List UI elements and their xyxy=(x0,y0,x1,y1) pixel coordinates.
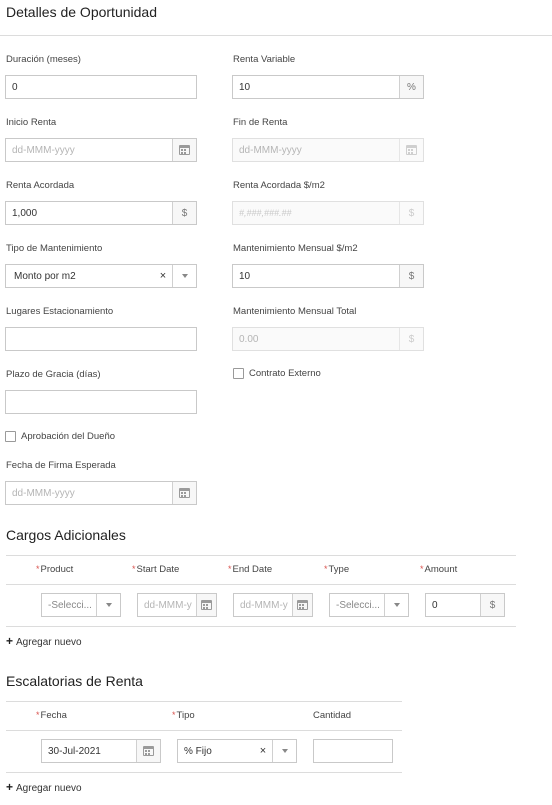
section-title-rent-escalations: Escalatorias de Renta xyxy=(6,673,143,689)
variable-rent-value: 10 xyxy=(239,81,251,93)
rent-start-placeholder: dd-MMM-yyyy xyxy=(12,144,75,156)
divider xyxy=(0,35,552,36)
rent-start-label: Inicio Renta xyxy=(6,117,57,128)
table-top-border xyxy=(6,701,402,702)
amount-value: 0 xyxy=(432,599,438,611)
calendar-icon xyxy=(143,746,154,756)
monthly-maintenance-total-input xyxy=(232,327,424,351)
rent-end-label: Fin de Renta xyxy=(233,117,288,128)
start-date-placeholder: dd-MMM-y xyxy=(144,599,192,611)
clear-icon[interactable]: × xyxy=(159,270,167,282)
column-header-escalation-type: *Tipo xyxy=(172,710,195,721)
rent-end-placeholder: dd-MMM-yyyy xyxy=(239,144,302,156)
monthly-maintenance-m2-value: 10 xyxy=(239,270,251,282)
agreed-rent-label: Renta Acordada xyxy=(6,180,75,191)
expected-sign-date-input[interactable] xyxy=(5,481,197,505)
calendar-button[interactable] xyxy=(292,594,312,616)
rent-end-date-input xyxy=(232,138,424,162)
calendar-button[interactable] xyxy=(172,482,196,504)
calendar-icon xyxy=(201,600,212,610)
dropdown-toggle[interactable] xyxy=(96,594,120,616)
type-placeholder: -Selecci... xyxy=(336,599,380,611)
add-escalation-label: Agregar nuevo xyxy=(16,783,82,794)
expected-sign-date-label: Fecha de Firma Esperada xyxy=(6,460,116,471)
agreed-rent-m2-label: Renta Acordada $/m2 xyxy=(233,180,325,191)
add-charge-link[interactable] xyxy=(6,634,82,648)
column-header-end-date: *End Date xyxy=(228,564,273,575)
plus-icon: + xyxy=(6,780,14,794)
maintenance-type-label: Tipo de Mantenimiento xyxy=(6,243,103,254)
duration-value: 0 xyxy=(12,81,18,93)
chevron-down-icon xyxy=(182,274,188,278)
section-title-additional-charges: Cargos Adicionales xyxy=(6,527,126,543)
calendar-icon xyxy=(297,600,308,610)
dropdown-toggle[interactable] xyxy=(272,740,296,762)
maintenance-type-value: Monto por m2 xyxy=(14,270,76,282)
column-header-start-date: *Start Date xyxy=(132,564,180,575)
percent-addon: % xyxy=(399,76,423,98)
monthly-maintenance-m2-label: Mantenimiento Mensual $/m2 xyxy=(233,243,358,254)
column-header-date: *Fecha xyxy=(36,710,67,721)
escalation-amount-input[interactable] xyxy=(313,739,393,763)
monthly-maintenance-total-placeholder: 0.00 xyxy=(239,333,259,345)
owner-approval-checkbox[interactable] xyxy=(5,431,16,442)
add-charge-label: Agregar nuevo xyxy=(16,637,82,648)
add-escalation-link[interactable] xyxy=(6,780,82,794)
table-top-border xyxy=(6,555,516,556)
column-header-amount: *Amount xyxy=(420,564,458,575)
product-placeholder: -Selecci... xyxy=(48,599,92,611)
variable-rent-label: Renta Variable xyxy=(233,54,296,65)
chevron-down-icon xyxy=(394,603,400,607)
maintenance-type-select[interactable] xyxy=(5,264,197,288)
calendar-addon xyxy=(399,139,423,161)
grace-period-label: Plazo de Gracia (días) xyxy=(6,369,101,380)
column-header-product: *Product xyxy=(36,564,74,575)
external-contract-checkbox[interactable] xyxy=(233,368,244,379)
table-bottom-border xyxy=(6,772,402,773)
section-title-details: Detalles de Oportunidad xyxy=(6,4,157,20)
dollar-addon: $ xyxy=(399,328,423,350)
calendar-button[interactable] xyxy=(196,594,216,616)
table-header-divider xyxy=(6,730,402,731)
escalation-date-input[interactable] xyxy=(41,739,161,763)
plus-icon: + xyxy=(6,634,14,648)
start-date-input[interactable] xyxy=(137,593,217,617)
grace-period-input[interactable] xyxy=(5,390,197,414)
escalation-type-select[interactable] xyxy=(177,739,297,763)
calendar-icon xyxy=(406,145,417,155)
calendar-icon xyxy=(179,488,190,498)
agreed-rent-value: 1,000 xyxy=(12,207,38,219)
duration-label: Duración (meses) xyxy=(6,54,81,65)
agreed-rent-m2-input xyxy=(232,201,424,225)
external-contract-label: Contrato Externo xyxy=(249,368,321,379)
variable-rent-input[interactable] xyxy=(232,75,424,99)
agreed-rent-input[interactable] xyxy=(5,201,197,225)
owner-approval-label: Aprobación del Dueño xyxy=(21,431,116,442)
chevron-down-icon xyxy=(282,749,288,753)
chevron-down-icon xyxy=(106,603,112,607)
parking-input[interactable] xyxy=(5,327,197,351)
amount-input[interactable] xyxy=(425,593,505,617)
dollar-addon: $ xyxy=(172,202,196,224)
escalation-type-value: % Fijo xyxy=(184,745,212,757)
table-bottom-border xyxy=(6,626,516,627)
rent-start-date-input[interactable] xyxy=(5,138,197,162)
end-date-placeholder: dd-MMM-y xyxy=(240,599,288,611)
type-select[interactable] xyxy=(329,593,409,617)
column-header-escalation-amount: Cantidad xyxy=(313,710,352,721)
calendar-icon xyxy=(179,145,190,155)
monthly-maintenance-total-label: Mantenimiento Mensual Total xyxy=(233,306,357,317)
end-date-input[interactable] xyxy=(233,593,313,617)
dollar-addon: $ xyxy=(399,265,423,287)
clear-icon[interactable]: × xyxy=(259,745,267,757)
escalation-date-value: 30-Jul-2021 xyxy=(48,745,101,757)
table-header-divider xyxy=(6,584,516,585)
dropdown-toggle[interactable] xyxy=(172,265,196,287)
dropdown-toggle[interactable] xyxy=(384,594,408,616)
monthly-maintenance-m2-input[interactable] xyxy=(232,264,424,288)
dollar-addon: $ xyxy=(480,594,504,616)
product-select[interactable] xyxy=(41,593,121,617)
expected-sign-date-placeholder: dd-MMM-yyyy xyxy=(12,487,75,499)
duration-input[interactable] xyxy=(5,75,197,99)
calendar-button[interactable] xyxy=(136,740,160,762)
calendar-button[interactable] xyxy=(172,139,196,161)
parking-label: Lugares Estacionamiento xyxy=(6,306,114,317)
dollar-addon: $ xyxy=(399,202,423,224)
column-header-type: *Type xyxy=(324,564,350,575)
agreed-rent-m2-placeholder: #,###,###.## xyxy=(239,208,292,218)
